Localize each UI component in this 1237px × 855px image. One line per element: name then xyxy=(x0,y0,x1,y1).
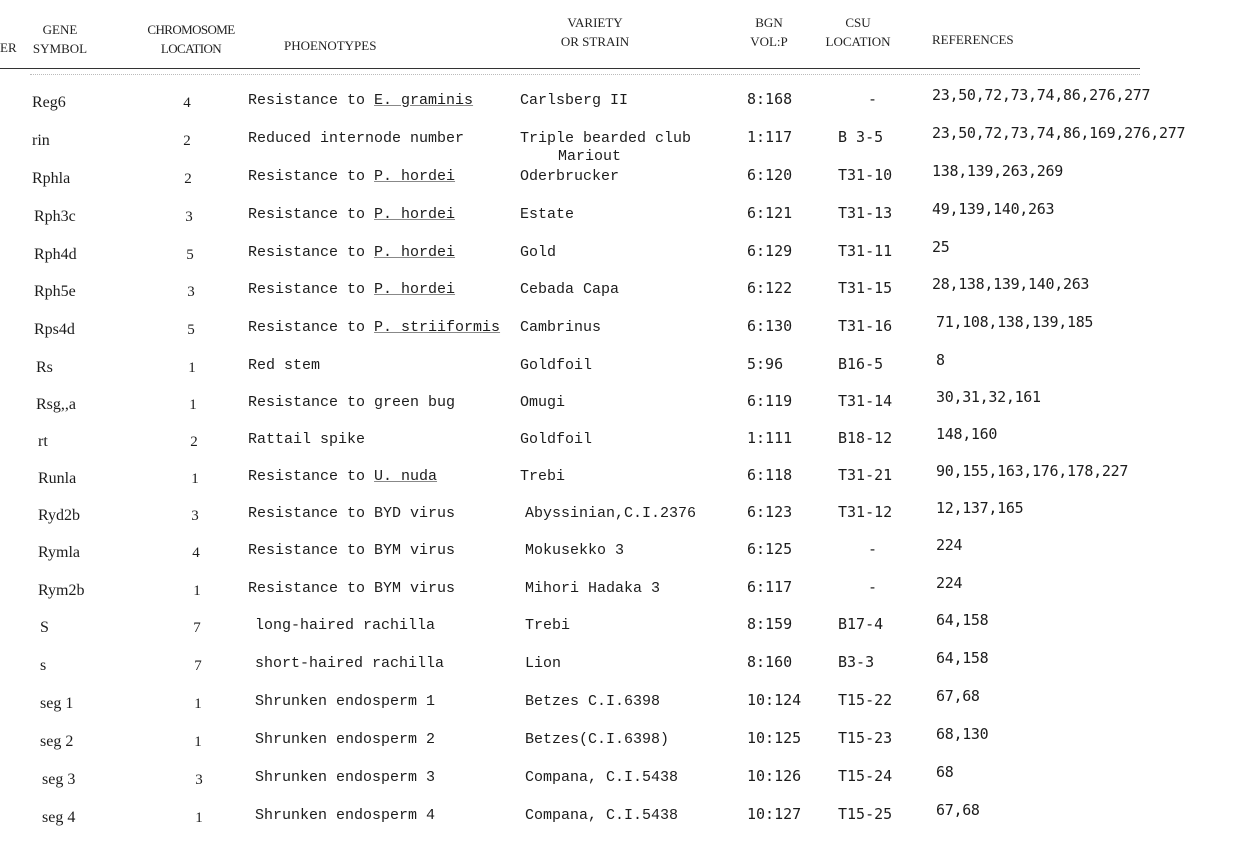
bgn-volume-page-cell: 1:117 xyxy=(747,128,793,146)
csu-location-cell: T15-22 xyxy=(838,691,893,709)
references-cell: 67,68 xyxy=(936,687,980,705)
chromosome-cell: 1 xyxy=(194,734,202,750)
phenotype-cell xyxy=(248,505,455,523)
csu-location-cell: B17-4 xyxy=(838,615,884,633)
variety-cell xyxy=(525,731,669,749)
variety-text: Betzes(C.I.6398) xyxy=(525,731,670,748)
header-gene-symbol xyxy=(26,20,94,58)
bgn-volume-page-cell: 6:129 xyxy=(747,242,793,260)
csu-location-cell: T31-16 xyxy=(838,317,893,335)
csu-location-cell: T15-24 xyxy=(838,767,893,785)
variety-cell xyxy=(520,92,628,110)
gene-symbol-cell: seg 3 xyxy=(42,771,76,788)
variety-cell xyxy=(525,542,624,560)
variety-cell xyxy=(520,130,691,166)
chromosome-cell: 1 xyxy=(193,583,201,599)
chromosome-cell: 1 xyxy=(191,471,199,487)
variety-text: Betzes C.I.6398 xyxy=(525,693,661,710)
header-csu-line2: LOCATION xyxy=(825,34,891,49)
gene-symbol-cell: Rps4d xyxy=(34,321,75,338)
variety-cell xyxy=(520,168,619,186)
variety-cell xyxy=(520,394,565,412)
references-cell: 148,160 xyxy=(936,425,998,443)
table-row xyxy=(0,462,1237,496)
bgn-volume-page-cell: 10:127 xyxy=(747,805,802,823)
bgn-volume-page-cell: 8:168 xyxy=(747,90,793,108)
variety-text: Compana, C.I.5438 xyxy=(525,769,679,786)
table-row xyxy=(0,313,1237,347)
phenotype-text: short-haired rachilla xyxy=(255,655,445,672)
variety-text: Lion xyxy=(525,655,562,672)
references-cell: 23,50,72,73,74,86,169,276,277 xyxy=(932,124,1186,142)
header-prefix-text: ER xyxy=(0,40,17,55)
gene-symbol-cell: Rs xyxy=(36,359,53,376)
chromosome-cell: 2 xyxy=(184,171,192,187)
phenotype-text: Resistance to green bug xyxy=(248,394,456,411)
gene-symbol-cell: Rsg,,a xyxy=(36,396,76,413)
variety-text: Oderbrucker xyxy=(520,168,620,185)
references-cell: 64,158 xyxy=(936,649,989,667)
csu-location-cell: T31-12 xyxy=(838,503,893,521)
gene-symbol-cell: Runla xyxy=(38,470,77,487)
chromosome-cell: 1 xyxy=(195,810,203,826)
chromosome-cell: 1 xyxy=(194,696,202,712)
table-row xyxy=(0,763,1237,797)
header-bgn-line2: VOL:P xyxy=(750,34,788,49)
phenotype-text: Resistance to BYD virus xyxy=(248,505,456,522)
gene-symbol-cell: Rph3c xyxy=(34,208,76,225)
references-cell: 12,137,165 xyxy=(936,499,1024,517)
bgn-volume-page-cell: 6:121 xyxy=(747,204,793,222)
table-row xyxy=(0,725,1237,759)
gene-symbol-cell: Reg6 xyxy=(32,94,66,111)
phenotype-cell xyxy=(248,580,455,598)
references-cell: 71,108,138,139,185 xyxy=(936,313,1094,331)
gene-symbol-cell: Rph5e xyxy=(34,283,76,300)
chromosome-cell: 1 xyxy=(188,360,196,376)
phenotype-text: Resistance to BYM virus xyxy=(248,542,456,559)
variety-cell xyxy=(525,505,696,523)
table-row xyxy=(0,351,1237,385)
phenotype-text: Reduced internode number xyxy=(248,130,465,147)
phenotype-text: Resistance to BYM virus xyxy=(248,580,456,597)
csu-location-cell: T31-21 xyxy=(838,466,893,484)
variety-cell xyxy=(525,693,660,711)
variety-cell xyxy=(520,431,592,449)
variety-cell xyxy=(520,281,619,299)
bgn-volume-page-cell: 8:160 xyxy=(747,653,793,671)
table-row xyxy=(0,388,1237,422)
header-variety-line2: OR STRAIN xyxy=(560,34,630,49)
references-cell: 64,158 xyxy=(936,611,989,629)
header-rule xyxy=(0,68,1140,69)
csu-location-cell: T31-10 xyxy=(838,166,893,184)
phenotype-text: Shrunken endosperm 2 xyxy=(255,731,436,748)
csu-location-cell: - xyxy=(868,540,878,558)
table-row xyxy=(0,574,1237,608)
phenotype-cell xyxy=(248,130,464,148)
gene-symbol-cell: seg 4 xyxy=(42,809,76,826)
table-row xyxy=(0,162,1237,196)
phenotype-cell xyxy=(248,468,437,486)
variety-cell xyxy=(525,807,678,825)
csu-location-cell: T31-11 xyxy=(838,242,893,260)
header-gene-line2: SYMBOL xyxy=(32,41,88,56)
csu-location-cell: B18-12 xyxy=(838,429,893,447)
bgn-volume-page-cell: 6:120 xyxy=(747,166,793,184)
phenotype-text: Resistance to xyxy=(248,206,375,223)
chromosome-cell: 3 xyxy=(185,209,193,225)
phenotype-cell xyxy=(255,655,444,673)
table-row xyxy=(0,86,1237,120)
variety-cell xyxy=(520,319,601,337)
csu-location-cell: T15-23 xyxy=(838,729,893,747)
gene-symbol-cell: Ryd2b xyxy=(38,507,81,524)
references-cell: 67,68 xyxy=(936,801,980,819)
header-variety-line1: VARIETY xyxy=(567,15,623,30)
gene-symbol-cell: seg 2 xyxy=(40,733,74,750)
csu-location-cell: - xyxy=(868,578,878,596)
table-row xyxy=(0,649,1237,683)
chromosome-cell: 4 xyxy=(183,95,191,111)
variety-cell xyxy=(525,580,660,598)
variety-text: Triple bearded club xyxy=(520,130,692,147)
chromosome-cell: 3 xyxy=(195,772,203,788)
csu-location-cell: T31-15 xyxy=(838,279,893,297)
bgn-volume-page-cell: 6:125 xyxy=(747,540,793,558)
variety-cell xyxy=(525,655,561,673)
phenotype-cell xyxy=(255,769,435,787)
bgn-volume-page-cell: 8:159 xyxy=(747,615,793,633)
pathogen-species: E. graminis xyxy=(374,92,474,109)
bgn-volume-page-cell: 10:125 xyxy=(747,729,802,747)
variety-text: Gold xyxy=(520,244,557,261)
gene-symbol-cell: s xyxy=(40,657,47,674)
phenotype-cell xyxy=(248,542,455,560)
phenotype-text: Shrunken endosperm 4 xyxy=(255,807,436,824)
phenotype-text: Red stem xyxy=(248,357,321,374)
references-cell: 68,130 xyxy=(936,725,989,743)
header-phenotypes-line1: PHOENOTYPES xyxy=(284,38,377,53)
phenotype-text: Resistance to xyxy=(248,319,375,336)
gene-symbol-cell: rin xyxy=(32,132,50,149)
variety-text: Cebada Capa xyxy=(520,281,620,298)
table-row xyxy=(0,499,1237,533)
phenotype-text: Resistance to xyxy=(248,281,375,298)
phenotype-text: long-haired rachilla xyxy=(255,617,436,634)
csu-location-cell: T31-14 xyxy=(838,392,893,410)
csu-location-cell: T31-13 xyxy=(838,204,893,222)
header-references xyxy=(932,30,1014,49)
phenotype-text: Resistance to xyxy=(248,92,375,109)
phenotype-cell xyxy=(255,807,435,825)
phenotype-cell xyxy=(248,394,455,412)
references-cell: 224 xyxy=(936,536,963,554)
variety-text-line2: Mariout xyxy=(558,148,622,165)
chromosome-cell: 2 xyxy=(190,434,198,450)
gene-symbol-cell: Rphla xyxy=(32,170,71,187)
chromosome-cell: 7 xyxy=(194,658,202,674)
variety-cell xyxy=(520,244,556,262)
phenotype-cell xyxy=(255,617,435,635)
table-row xyxy=(0,536,1237,570)
references-cell: 138,139,263,269 xyxy=(932,162,1063,180)
gene-symbol-cell: seg 1 xyxy=(40,695,74,712)
chromosome-cell: 3 xyxy=(187,284,195,300)
variety-cell xyxy=(520,206,574,224)
phenotype-cell xyxy=(248,92,473,110)
csu-location-cell: B16-5 xyxy=(838,355,884,373)
references-cell: 224 xyxy=(936,574,963,592)
references-cell: 49,139,140,263 xyxy=(932,200,1055,218)
csu-location-cell: B 3-5 xyxy=(838,128,884,146)
bgn-volume-page-cell: 10:126 xyxy=(747,767,802,785)
variety-text: Cambrinus xyxy=(520,319,602,336)
chromosome-cell: 4 xyxy=(192,545,200,561)
bgn-volume-page-cell: 6:117 xyxy=(747,578,793,596)
gene-symbol-cell: Rymla xyxy=(38,544,81,561)
pathogen-species: P. hordei xyxy=(374,244,456,261)
header-bgn xyxy=(736,13,802,51)
variety-text: Mokusekko 3 xyxy=(525,542,625,559)
bgn-volume-page-cell: 10:124 xyxy=(747,691,802,709)
header-chromosome-line1: CHROMOSOME xyxy=(147,22,235,37)
references-cell: 28,138,139,140,263 xyxy=(932,275,1090,293)
phenotype-cell xyxy=(248,281,455,299)
header-gene-line1: GENE xyxy=(42,22,78,37)
variety-text: Mihori Hadaka 3 xyxy=(525,580,661,597)
bgn-volume-page-cell: 6:119 xyxy=(747,392,793,410)
header-variety xyxy=(524,13,666,51)
chromosome-cell: 7 xyxy=(193,620,201,636)
table-row xyxy=(0,124,1237,165)
phenotype-text: Rattail spike xyxy=(248,431,366,448)
pathogen-species: U. nuda xyxy=(374,468,438,485)
variety-cell xyxy=(525,617,570,635)
variety-text: Goldfoil xyxy=(520,431,593,448)
header-csu xyxy=(818,13,898,51)
phenotype-cell xyxy=(248,431,365,449)
gene-symbol-cell: Rym2b xyxy=(38,582,85,599)
references-cell: 23,50,72,73,74,86,276,277 xyxy=(932,86,1151,104)
table-row xyxy=(0,611,1237,645)
variety-text: Omugi xyxy=(520,394,566,411)
phenotype-cell xyxy=(248,168,455,186)
pathogen-species: P. striiformis xyxy=(374,319,501,336)
phenotype-text: Resistance to xyxy=(248,468,375,485)
references-cell: 25 xyxy=(932,238,950,256)
phenotype-text: Resistance to xyxy=(248,244,375,261)
references-cell: 30,31,32,161 xyxy=(936,388,1041,406)
table-row xyxy=(0,238,1237,272)
header-csu-line1: CSU xyxy=(845,15,871,30)
table-row xyxy=(0,425,1237,459)
csu-location-cell: - xyxy=(868,90,878,108)
gene-symbol-cell: S xyxy=(40,619,49,636)
variety-text: Estate xyxy=(520,206,575,223)
phenotype-cell xyxy=(248,206,455,224)
csu-location-cell: T15-25 xyxy=(838,805,893,823)
references-cell: 8 xyxy=(936,351,945,369)
table-row xyxy=(0,275,1237,309)
variety-text: Carlsberg II xyxy=(520,92,629,109)
variety-cell xyxy=(525,769,678,787)
bgn-volume-page-cell: 6:130 xyxy=(747,317,793,335)
variety-text: Abyssinian,C.I.2376 xyxy=(525,505,697,522)
table-row xyxy=(0,801,1237,835)
phenotype-cell xyxy=(248,244,455,262)
bgn-volume-page-cell: 6:118 xyxy=(747,466,793,484)
gene-symbol-cell: rt xyxy=(38,433,48,450)
header-rule-faint xyxy=(30,74,1140,75)
phenotype-text: Shrunken endosperm 1 xyxy=(255,693,436,710)
pathogen-species: P. hordei xyxy=(374,168,456,185)
phenotype-cell xyxy=(248,357,320,375)
phenotype-text: Resistance to xyxy=(248,168,375,185)
variety-text: Goldfoil xyxy=(520,357,593,374)
phenotype-cell xyxy=(248,319,500,337)
phenotype-cell xyxy=(255,731,435,749)
pathogen-species: P. hordei xyxy=(374,206,456,223)
variety-text: Compana, C.I.5438 xyxy=(525,807,679,824)
header-bgn-line1: BGN xyxy=(755,15,783,30)
header-references-line1: REFERENCES xyxy=(932,32,1014,47)
variety-cell xyxy=(520,468,565,486)
chromosome-cell: 1 xyxy=(189,397,197,413)
bgn-volume-page-cell: 6:123 xyxy=(747,503,793,521)
chromosome-cell: 5 xyxy=(186,247,194,263)
references-cell: 68 xyxy=(936,763,954,781)
gene-symbol-cell: Rph4d xyxy=(34,246,77,263)
chromosome-cell: 3 xyxy=(191,508,199,524)
header-prefix xyxy=(0,38,17,57)
chromosome-cell: 2 xyxy=(183,133,191,149)
table-row xyxy=(0,687,1237,721)
table-row xyxy=(0,200,1237,234)
variety-cell xyxy=(520,357,592,375)
variety-text: Trebi xyxy=(525,617,571,634)
pathogen-species: P. hordei xyxy=(374,281,456,298)
chromosome-cell: 5 xyxy=(187,322,195,338)
header-phenotypes xyxy=(284,36,376,55)
bgn-volume-page-cell: 6:122 xyxy=(747,279,793,297)
csu-location-cell: B3-3 xyxy=(838,653,875,671)
phenotype-text: Shrunken endosperm 3 xyxy=(255,769,436,786)
references-cell: 90,155,163,176,178,227 xyxy=(936,462,1129,480)
header-chromosome-line2: LOCATION xyxy=(160,41,222,56)
variety-text: Trebi xyxy=(520,468,566,485)
header-chromosome-location xyxy=(138,20,244,58)
phenotype-cell xyxy=(255,693,435,711)
bgn-volume-page-cell: 5:96 xyxy=(747,355,784,373)
bgn-volume-page-cell: 1:111 xyxy=(747,429,793,447)
